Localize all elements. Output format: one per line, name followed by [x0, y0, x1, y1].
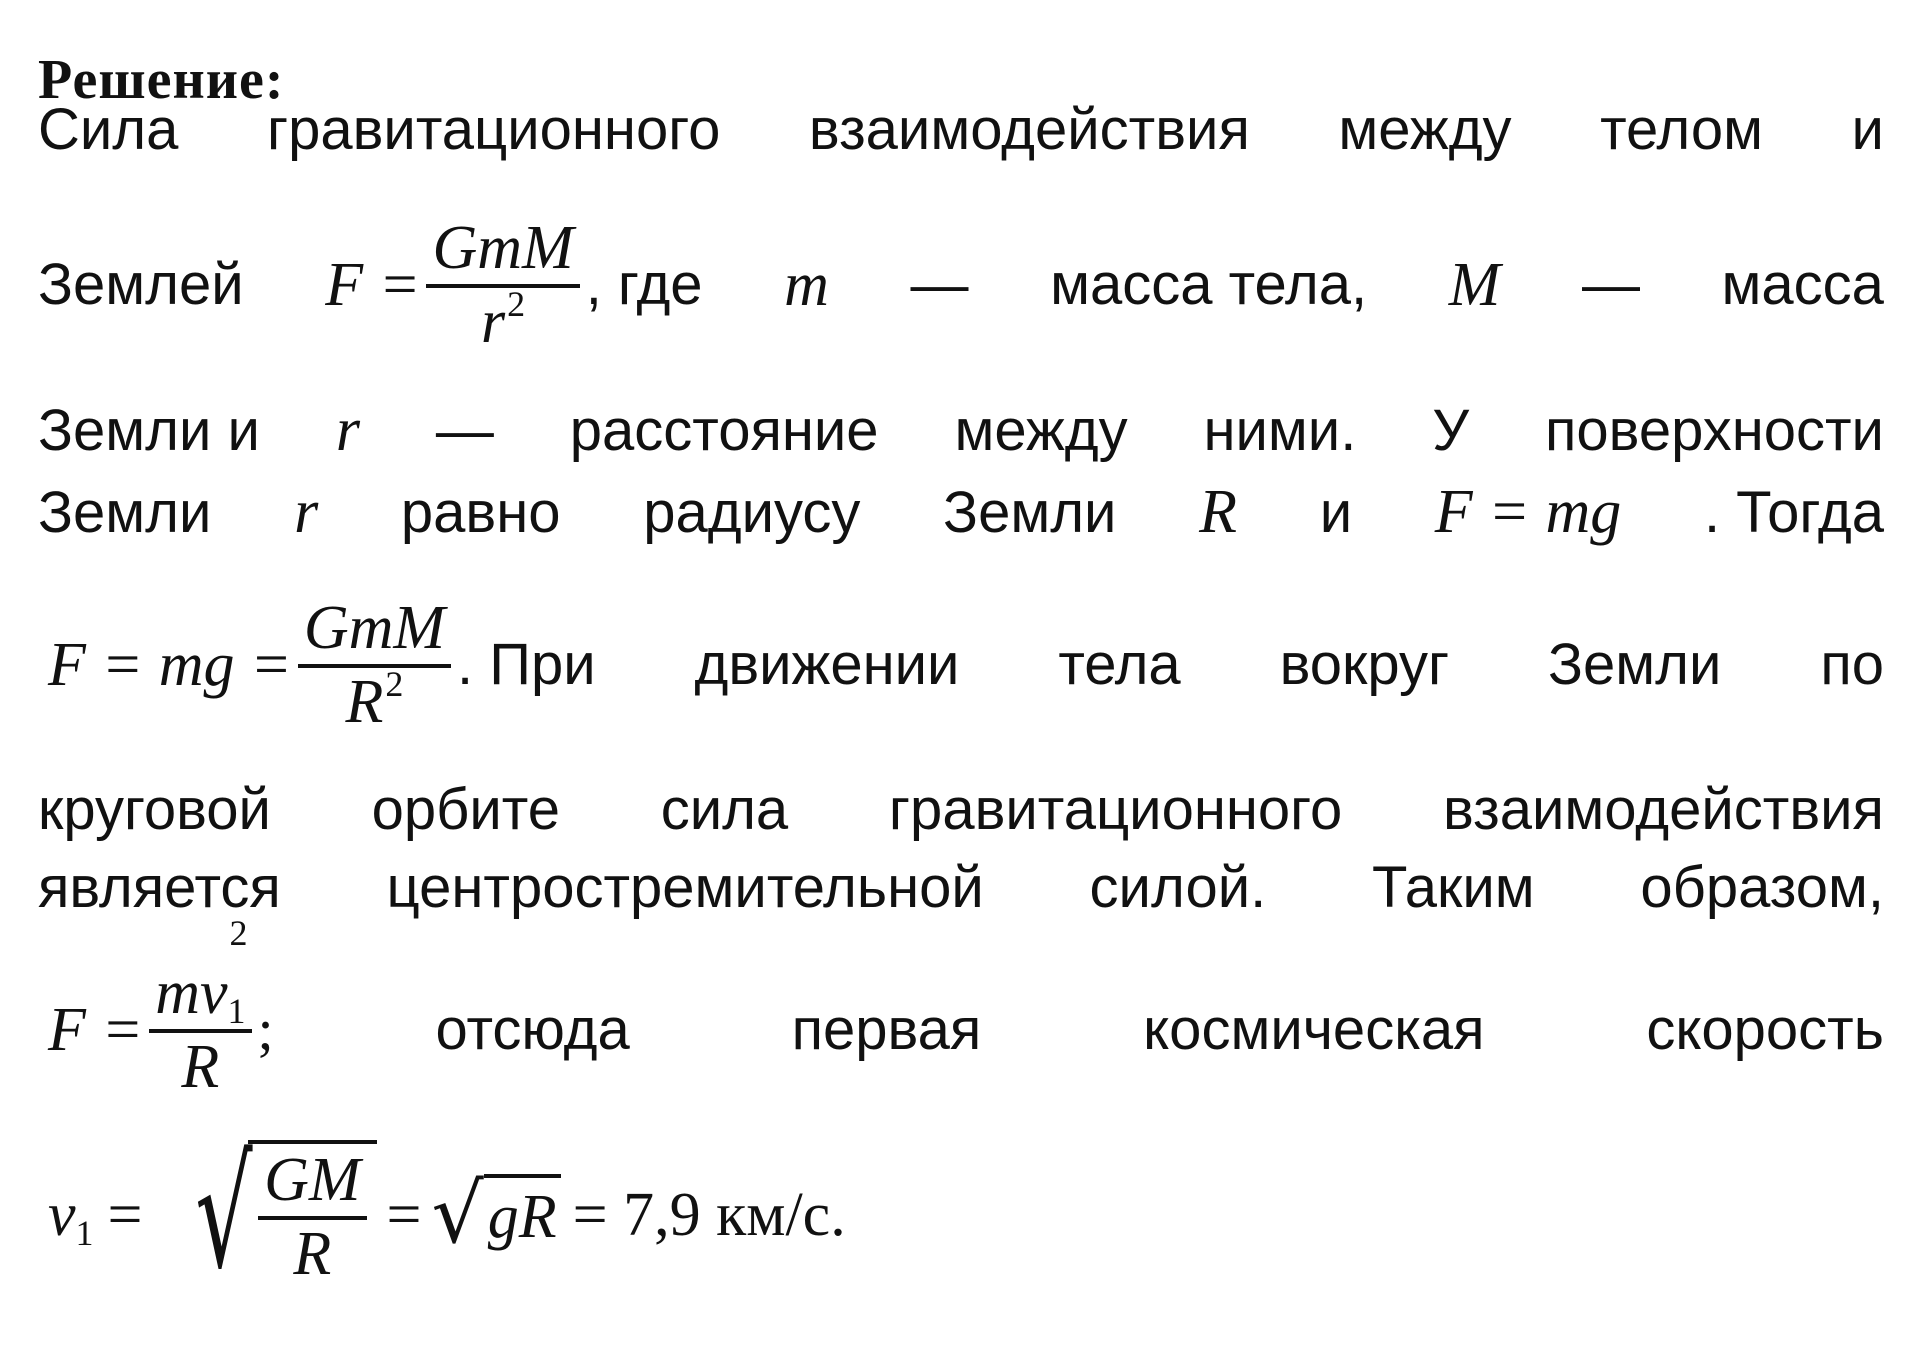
text-line-6: [38, 775, 1884, 845]
velocity-subscript: 1: [75, 1213, 94, 1253]
word: является: [38, 855, 281, 920]
word: и: [1319, 480, 1353, 545]
denominator-exponent: 2: [385, 664, 404, 704]
variable-r: r: [335, 396, 360, 464]
word: расстояние: [569, 398, 879, 463]
radicand: [248, 1140, 376, 1290]
dash: —: [1581, 252, 1640, 317]
variable-M: M: [1448, 251, 1501, 319]
radicand-fraction: [258, 1148, 366, 1286]
word: Земли и: [38, 398, 260, 463]
word: отсюда: [435, 997, 630, 1062]
word: круговой: [38, 777, 271, 842]
fraction-denominator: [481, 284, 526, 356]
text-line-1: [38, 95, 1884, 165]
word: сила: [660, 777, 789, 842]
variable-m: m: [784, 251, 829, 319]
word: по: [1820, 632, 1884, 697]
text-line-3: [38, 395, 1884, 466]
word: масса: [1721, 252, 1884, 317]
equals-sign: =: [107, 1181, 143, 1249]
text-line-7: [38, 853, 1884, 923]
square-root-gR: [431, 1167, 560, 1262]
radical-sign: √: [194, 1128, 253, 1302]
fraction-numerator: GmM: [298, 596, 451, 668]
centripetal-formula: [48, 913, 274, 1101]
equals-sign: =: [386, 1181, 422, 1249]
word: движении: [694, 632, 960, 697]
word: . Тогда: [1703, 480, 1884, 545]
word: телом: [1600, 97, 1763, 162]
formula-lhs: F = mg =: [48, 631, 292, 699]
word: масса тела,: [1050, 252, 1368, 317]
word: скорость: [1646, 997, 1884, 1062]
radicand: gR: [484, 1174, 561, 1256]
word: Земли: [38, 480, 212, 545]
word: взаимодействия: [808, 97, 1250, 162]
text-line-9: [48, 1130, 846, 1300]
word: , где: [585, 252, 703, 317]
text-line-4: [38, 477, 1884, 548]
word: равно: [400, 480, 561, 545]
text-line-2: [38, 215, 1884, 355]
radical-sign: √: [431, 1167, 484, 1262]
numerator-base: mv: [155, 959, 228, 1027]
word: вокруг: [1279, 632, 1450, 697]
semicolon: ;: [257, 997, 274, 1062]
text-line-8: [38, 913, 1884, 1105]
velocity-symbol: [48, 1180, 94, 1253]
result-value: = 7,9 км/с.: [572, 1181, 846, 1249]
gravity-formula: [325, 216, 702, 354]
word: силой.: [1089, 855, 1267, 920]
formula-fraction: [298, 596, 451, 734]
fraction-numerator: mv 2 $_1$: [149, 961, 251, 1033]
fraction-denominator: [345, 664, 404, 736]
velocity-base: v: [48, 1181, 76, 1249]
formula-fraction: [426, 216, 579, 354]
weight-formula: [48, 596, 596, 734]
formula-fraction: [149, 913, 251, 1101]
dash: —: [910, 252, 969, 317]
word: и: [1851, 97, 1884, 162]
word: образом,: [1640, 855, 1884, 920]
word: первая: [791, 997, 982, 1062]
word: Земли: [943, 480, 1117, 545]
word: центростремительной: [386, 855, 984, 920]
denominator-exponent: 2: [507, 284, 526, 324]
formula-lhs: F =: [325, 251, 421, 319]
word: тела: [1058, 632, 1181, 697]
variable-R: R: [1199, 478, 1237, 546]
fraction-numerator: GmM: [426, 216, 579, 288]
word: гравитационного: [888, 777, 1343, 842]
denominator-base: R: [345, 668, 384, 736]
equation-f-mg: F = mg: [1434, 478, 1622, 546]
text-line-5: [38, 590, 1884, 740]
fraction-numerator: GM: [258, 1148, 366, 1220]
square-root-fraction: [157, 1128, 377, 1302]
formula-lhs: F =: [48, 996, 144, 1064]
word: гравитационного: [266, 97, 721, 162]
denominator-base: r: [481, 288, 506, 356]
word: радиусу: [643, 480, 861, 545]
word: между: [954, 398, 1128, 463]
word: ними.: [1203, 398, 1357, 463]
word: Земли: [1548, 632, 1722, 697]
word: . При: [457, 632, 596, 697]
word: космическая: [1143, 997, 1485, 1062]
dash: —: [435, 398, 494, 463]
fraction-denominator: R: [181, 1033, 220, 1101]
word: поверхности: [1545, 398, 1884, 463]
word: Сила: [38, 97, 179, 162]
solution-heading: Решение:: [38, 49, 285, 111]
word: орбите: [371, 777, 560, 842]
word: взаимодействия: [1443, 777, 1884, 842]
word: Землей: [38, 252, 244, 317]
word: между: [1338, 97, 1512, 162]
variable-r: r: [294, 478, 319, 546]
word: Таким: [1371, 855, 1535, 920]
fraction-denominator: R: [293, 1220, 332, 1288]
numerator-subscript: 1: [227, 991, 246, 1031]
word: У: [1432, 398, 1470, 463]
